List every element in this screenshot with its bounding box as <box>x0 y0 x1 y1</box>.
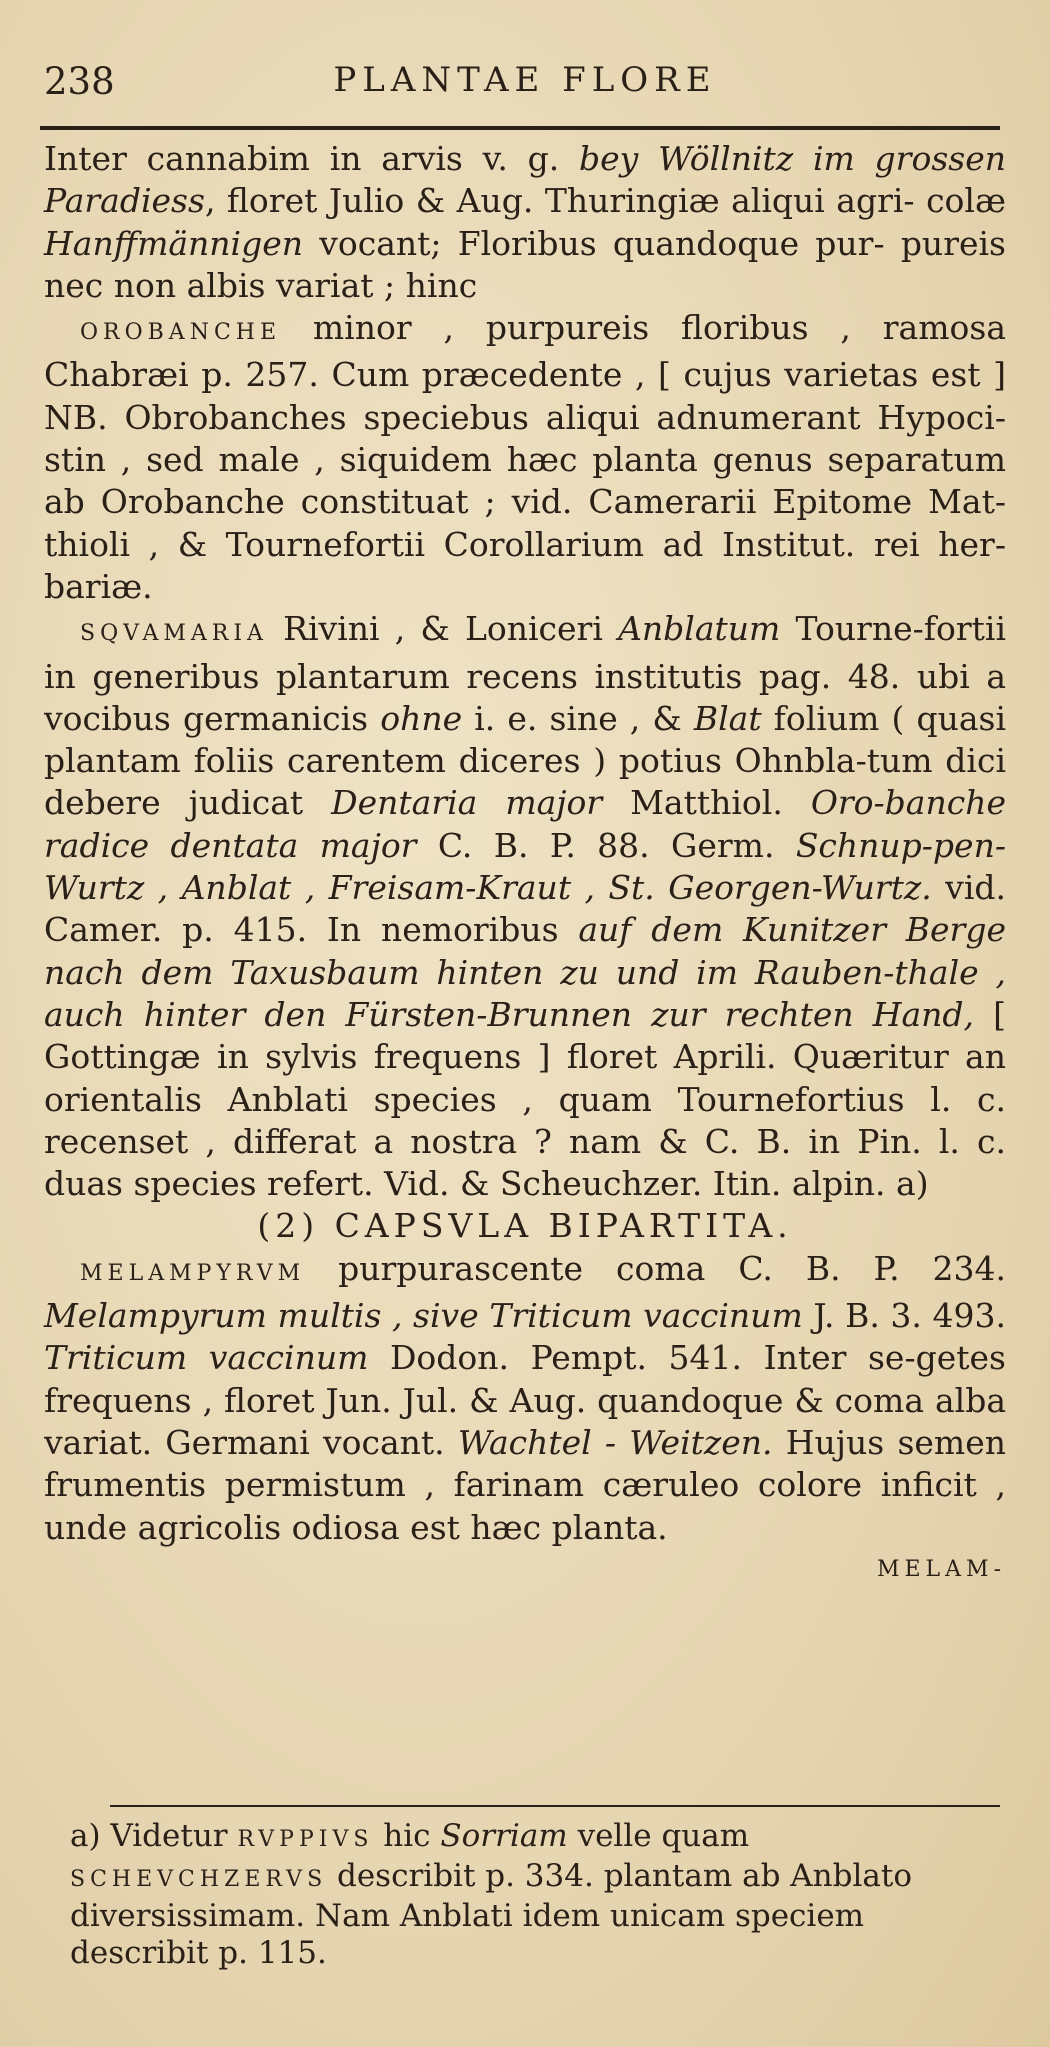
section-title: (2) CAPSVLA BIPARTITA. <box>257 1206 793 1246</box>
header-rule <box>40 126 1000 130</box>
text-run-italic: Dentaria major <box>331 783 603 823</box>
text-run-italic: Hanffmännigen <box>44 223 304 263</box>
paragraph-squamaria <box>44 608 1006 1205</box>
main-text <box>44 138 1006 1591</box>
author-name: SCHEVCHZERVS <box>70 1867 328 1892</box>
text-run-italic: Schnup-pen-Wurtz , Anblat , Freisam-Kraut , St. Georgen-Wurtz. <box>44 825 1006 908</box>
plant-name: SQVAMARIA <box>80 621 268 647</box>
page-number: 238 <box>44 60 115 103</box>
text-run: C. B. P. 88. Germ. <box>416 825 796 865</box>
footnote <box>70 1818 1010 1972</box>
text-run-italic: auf dem Kunitzer Berge nach dem Taxusbaum hinten zu und im Rauben-thale , auch hinter den Fürsten-Brunnen zur rechten Hand, <box>44 910 1006 1034</box>
text-run: folium ( quasi plantam foliis carentem diceres ) potius Ohnbla-tum dici debere judicat <box>44 698 1007 823</box>
author-name: RVPPIVS <box>237 1827 374 1852</box>
running-head: PLANTAE FLORE <box>333 60 717 100</box>
text-run-italic: Oro-banche radice dentata major <box>44 783 1006 865</box>
text-run-italic: Triticum vaccinum <box>44 1338 369 1378</box>
text-run: Hujus semen frumentis permistum , farinam cæruleo colore inficit , unde agricolis odiosa est hæc planta. <box>44 1422 1006 1547</box>
catchword: MELAM- <box>876 1556 1006 1582</box>
text-run: colæ <box>926 181 1006 221</box>
text-run: Matthiol. <box>602 783 811 823</box>
text-run: pureis nec non albis variat ; hinc <box>44 223 1006 305</box>
text-run: [ Gottingæ in sylvis frequens ] floret Aprili. Quæritur an orientalis Anblati species , quam Tournefortius l. c. recenset , differat a nostra ? nam & C. B. in Pin. l. c. duas species refert. Vid. & Scheuchzer. Itin. alpin. a) <box>44 994 1006 1204</box>
text-run: velle quam <box>567 1818 750 1854</box>
text-run: purpurascente coma C. B. P. 234. <box>305 1248 1006 1288</box>
text-run-italic: Wachtel - Weitzen. <box>457 1422 773 1462</box>
footnote-a <box>70 1818 1010 1972</box>
text-run: hic <box>373 1818 441 1854</box>
text-run-italic: Paradiess <box>44 181 205 221</box>
text-run: Inter cannabim in arvis v. g. <box>44 139 579 178</box>
paragraph-cannabis <box>44 138 1006 307</box>
text-run: a) Videtur <box>70 1818 238 1854</box>
footnote-rule <box>110 1805 1000 1807</box>
text-run: i. e. sine , & <box>462 698 694 738</box>
text-run: Tourne-fortii in generibus plantarum recens institutis pag. 48. ubi a vocibus germanicis <box>44 609 1006 738</box>
text-run: Dodon. Pempt. 541. Inter se-getes frequens , floret Jun. Jul. & Aug. quandoque & coma alba variat. Germani vocant. <box>44 1338 1006 1462</box>
text-run: Rivini , & Loniceri <box>267 609 619 649</box>
plant-name: MELAMPYRVM <box>80 1260 306 1286</box>
paragraph-orobanche <box>44 307 1006 608</box>
text-run: vocant; Floribus quandoque pur- <box>303 223 885 263</box>
text-run: describit p. 334. plantam ab Anblato diversissimam. Nam Anblati idem unicam speciem describit p. 115. <box>70 1858 912 1971</box>
plant-name: OROBANCHE <box>80 320 282 346</box>
page-header <box>40 52 1010 112</box>
text-run: J. B. 3. 493. <box>802 1296 1006 1336</box>
text-run: vid. Camer. p. 415. In nemoribus <box>44 868 1006 950</box>
paragraph-melampyrum <box>44 1248 1006 1549</box>
text-run-italic: Melampyrum multis , sive Triticum vaccinum <box>44 1296 803 1336</box>
text-run: minor , purpureis floribus , ramosa Chabræi p. 257. Cum præcedente , [ cujus varietas est ] NB. Obrobanches speciebus aliqui adnumerant Hypoci-stin , sed male , siquidem hæc planta genus separatum ab Orobanche constituat ; vid. Camerarii Epitome Mat-thioli , & Tournefortii Corollarium ad Institut. rei her-bariæ. <box>44 308 1006 606</box>
text-run-italic: bey Wöllnitz im grossen <box>579 139 1006 178</box>
text-run: , floret Julio & Aug. Thuringiæ aliqui agri- <box>204 181 915 221</box>
text-run-italic: Anblatum <box>618 609 781 649</box>
text-run-italic: Blat <box>693 698 762 738</box>
text-run-italic: Sorriam <box>440 1818 568 1854</box>
text-run-italic: ohne <box>380 698 463 738</box>
